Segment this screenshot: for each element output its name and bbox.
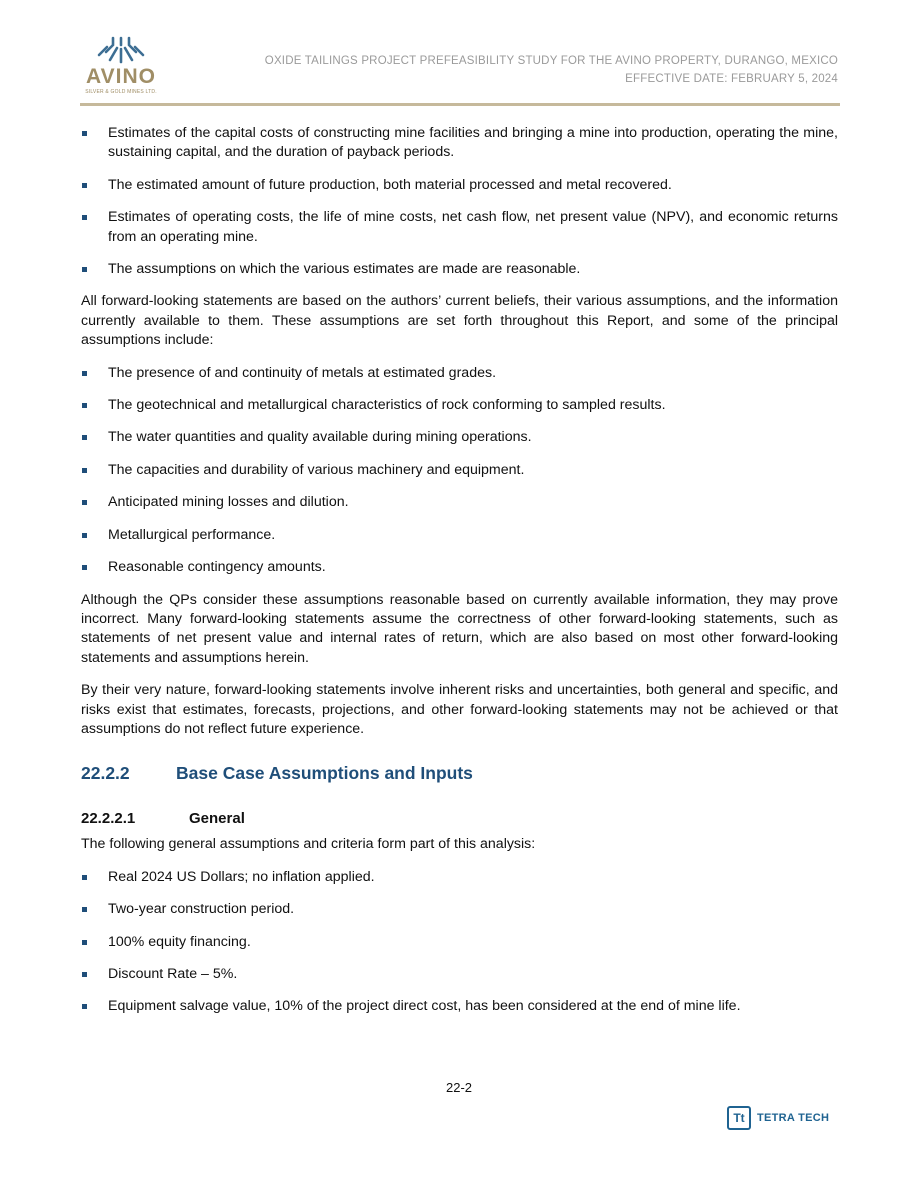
- header-title: OXIDE TAILINGS PROJECT PREFEASIBILITY STUDY FOR THE AVINO PROPERTY, DURANGO, MEXICO: [264, 55, 838, 67]
- list-item: Estimates of the capital costs of constructing mine facilities and bringing a mine into production, operating the mine, sustaining capital, and the duration of payback periods.: [81, 124, 838, 163]
- avino-emblem-icon: [84, 36, 158, 66]
- paragraph: Although the QPs consider these assumptions reasonable based on currently available information, they may prove incorrect. Many forward-looking statements assume the correctness of other forward-looking statements, such as statements of net present value and internal rates of return, which are also based on most other forward-looking statements and assumptions herein.: [81, 591, 838, 666]
- document-body: [81, 124, 838, 1030]
- list-item: The assumptions on which the various estimates are made are reasonable.: [81, 260, 838, 279]
- bullet-square-icon: [82, 183, 87, 188]
- tetra-tech-logo: [727, 1104, 829, 1132]
- section-title: Base Case Assumptions and Inputs: [176, 763, 473, 784]
- bullet-square-icon: [82, 875, 87, 880]
- bullet-square-icon: [82, 1004, 87, 1009]
- subsection-title: General: [189, 810, 245, 828]
- tetra-tech-mark-icon: Tt: [727, 1106, 751, 1130]
- paragraph: The following general assumptions and criteria form part of this analysis:: [81, 836, 536, 853]
- bullet-square-icon: [82, 468, 87, 473]
- bullet-square-icon: [82, 533, 87, 538]
- logo-wordmark: AVINO: [86, 65, 156, 88]
- subsection-number: 22.2.2.1: [81, 810, 136, 828]
- subsection-heading: [81, 809, 838, 829]
- list-item: The capacities and durability of various machinery and equipment.: [81, 461, 838, 480]
- list-item: Estimates of operating costs, the life of mine costs, net cash flow, net present value (NPV), and economic returns from an operating mine.: [81, 208, 838, 247]
- intro-bullet-list: [81, 124, 838, 279]
- list-item: Discount Rate – 5%.: [81, 965, 838, 984]
- list-item: The geotechnical and metallurgical characteristics of rock conforming to sampled results.: [81, 396, 838, 415]
- header-rule: [80, 103, 840, 106]
- section-heading: [81, 762, 838, 784]
- list-item: The presence of and continuity of metals at estimated grades.: [81, 364, 838, 383]
- bullet-square-icon: [82, 267, 87, 272]
- header-title-block: [265, 52, 838, 88]
- page-header: [0, 0, 918, 110]
- bullet-square-icon: [82, 215, 87, 220]
- page-number: 22-2: [445, 1080, 473, 1095]
- paragraph: By their very nature, forward-looking statements involve inherent risks and uncertainties, both general and specific, and risks exist that estimates, forecasts, projections, and other forward-looking statements may not be achieved or that assumptions do not reflect future experience.: [81, 682, 838, 737]
- tetra-tech-name: TETRA TECH: [757, 1112, 830, 1124]
- bullet-square-icon: [82, 972, 87, 977]
- avino-logo: [84, 36, 158, 98]
- bullet-square-icon: [82, 131, 87, 136]
- list-item: 100% equity financing.: [81, 933, 838, 952]
- bullet-square-icon: [82, 940, 87, 945]
- section-number: 22.2.2: [81, 763, 130, 784]
- list-item: The estimated amount of future production, both material processed and metal recovered.: [81, 176, 838, 195]
- logo-tagline: SILVER & GOLD MINES LTD.: [85, 89, 157, 95]
- list-item: Anticipated mining losses and dilution.: [81, 493, 838, 512]
- list-item: Reasonable contingency amounts.: [81, 558, 838, 577]
- assumption-bullet-list: [81, 364, 838, 578]
- bullet-square-icon: [82, 565, 87, 570]
- paragraph: All forward-looking statements are based on the authors’ current beliefs, their various assumptions, and the information currently available to them. These assumptions are set forth throughout this Report, and some of the principal assumptions include:: [81, 293, 838, 349]
- list-item: Real 2024 US Dollars; no inflation applied.: [81, 868, 838, 887]
- bullet-square-icon: [82, 435, 87, 440]
- bullet-square-icon: [82, 500, 87, 505]
- general-bullet-list: [81, 868, 838, 1017]
- list-item: Equipment salvage value, 10% of the project direct cost, has been considered at the end of mine life.: [81, 997, 838, 1016]
- list-item: Metallurgical performance.: [81, 526, 838, 545]
- bullet-square-icon: [82, 907, 87, 912]
- list-item: The water quantities and quality available during mining operations.: [81, 428, 838, 447]
- bullet-square-icon: [82, 403, 87, 408]
- list-item: Two-year construction period.: [81, 900, 838, 919]
- header-effective-date: EFFECTIVE DATE: FEBRUARY 5, 2024: [625, 73, 838, 85]
- bullet-square-icon: [82, 371, 87, 376]
